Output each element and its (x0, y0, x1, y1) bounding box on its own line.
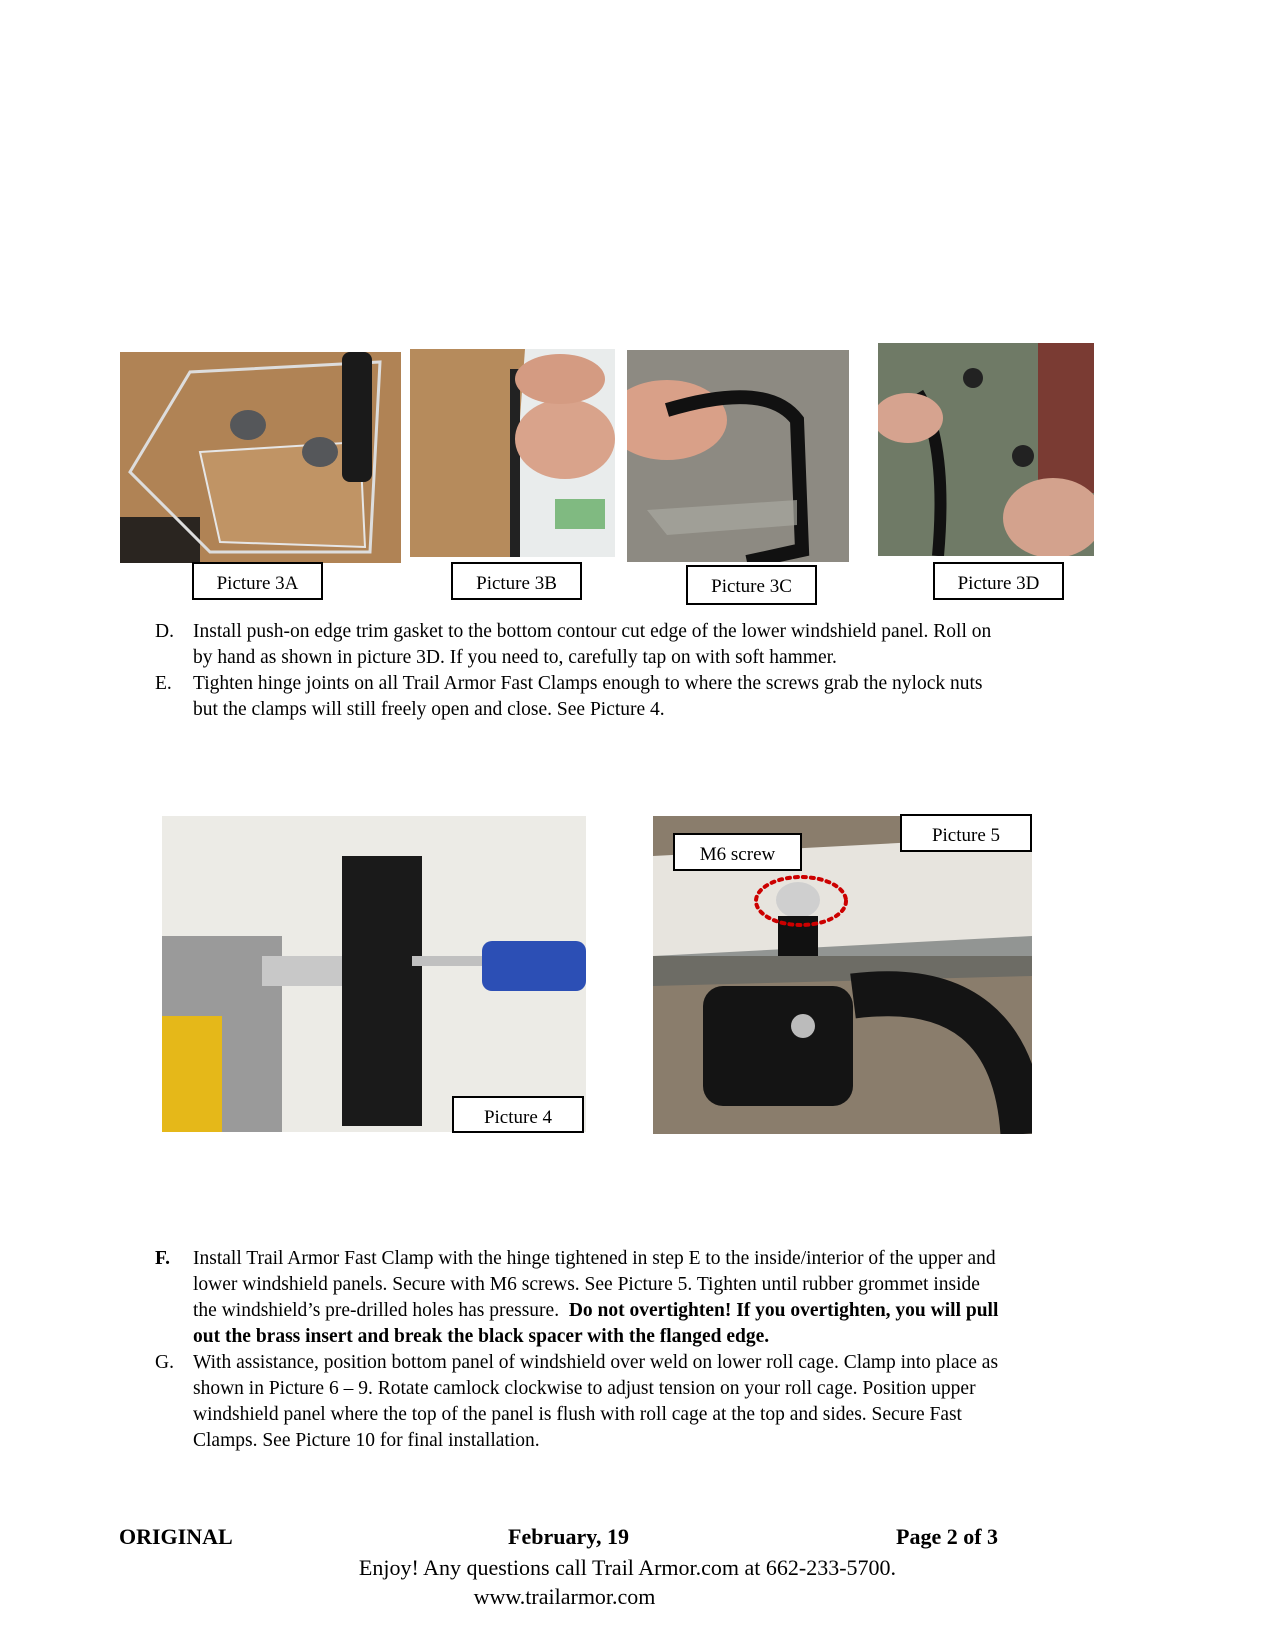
step-g-line-3: windshield panel where the top of the panel is flush with roll cage at the top and sides. Secure Fast (193, 1404, 962, 1425)
step-f-letter: F. (155, 1248, 170, 1269)
step-d-letter: D. (155, 621, 174, 642)
step-f-warning-2: out the brass insert and break the black spacer with the flanged edge. (193, 1326, 770, 1347)
step-f-line-1: Install Trail Armor Fast Clamp with the hinge tightened in step E to the inside/interior of the upper and (193, 1248, 996, 1269)
picture-3b-photo (410, 349, 615, 557)
step-f-warning-1: Do not overtighten! If you overtighten, you will pull (568, 1300, 999, 1321)
step-g-line-1: With assistance, position bottom panel of windshield over weld on lower roll cage. Clamp into place as (193, 1352, 999, 1373)
step-f-line-3 (193, 1298, 1133, 1324)
picture-3d-caption: Picture 3D (933, 562, 1064, 600)
picture-3b-caption: Picture 3B (451, 562, 582, 600)
picture-3d-photo (878, 343, 1094, 556)
step-e-letter: E. (155, 673, 172, 694)
step-f-line-4 (193, 1324, 1133, 1350)
m6-screw-highlight-circle (752, 873, 850, 929)
picture-3a-caption: Picture 3A (192, 562, 323, 600)
step-f-line-3-text: the windshield’s pre-drilled holes has pressure. (193, 1300, 569, 1321)
step-g-letter: G. (155, 1352, 174, 1373)
footer-page-number: Page 2 of 3 (896, 1524, 999, 1549)
picture-4-caption: Picture 4 (452, 1096, 584, 1133)
footer-date: February, 19 (508, 1524, 629, 1549)
footer-original: ORIGINAL (119, 1524, 233, 1549)
step-f-line-2: lower windshield panels. Secure with M6 screws. See Picture 5. Tighten until rubber grommet inside (193, 1274, 980, 1295)
picture-5-caption: Picture 5 (900, 814, 1032, 852)
picture-3c-caption: Picture 3C (686, 565, 817, 605)
footer-contact: Enjoy! Any questions call Trail Armor.com at 662-233-5700. (358, 1555, 897, 1580)
step-e-line-1: Tighten hinge joints on all Trail Armor Fast Clamps enough to where the screws grab the nylock nuts (193, 673, 983, 694)
picture-4-photo (162, 816, 586, 1132)
step-g-line-4: Clamps. See Picture 10 for final installation. (193, 1430, 540, 1451)
step-d-line-2: by hand as shown in picture 3D. If you need to, carefully tap on with soft hammer. (193, 647, 837, 668)
step-g-line-2: shown in Picture 6 – 9. Rotate camlock clockwise to adjust tension on your roll cage. Position upper (193, 1378, 976, 1399)
step-d-line-1: Install push-on edge trim gasket to the bottom contour cut edge of the lower windshield panel. Roll on (193, 621, 992, 642)
footer-website: www.trailarmor.com (473, 1584, 656, 1609)
picture-3a-photo (120, 352, 401, 563)
picture-3c-photo (627, 350, 849, 562)
m6-screw-callout: M6 screw (673, 833, 802, 871)
step-e-line-2: but the clamps will still freely open and close. See Picture 4. (193, 699, 665, 720)
